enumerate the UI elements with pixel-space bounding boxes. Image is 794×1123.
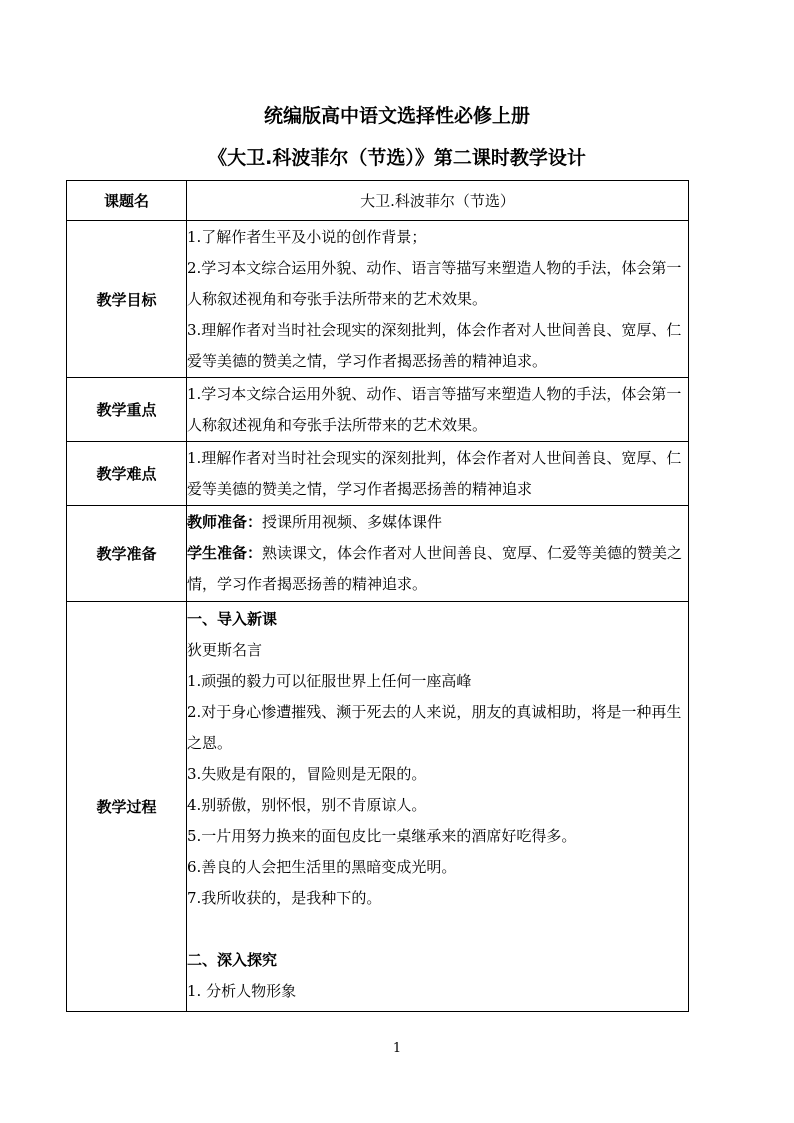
quote-item: 7.我所收获的，是我种下的。 — [187, 889, 382, 907]
preparation-label: 教学准备 — [67, 506, 187, 602]
quote-source: 狄更斯名言 — [187, 641, 263, 659]
goal-item: 1.了解作者生平及小说的创作背景； — [187, 227, 427, 246]
quote-item: 6.善良的人会把生活里的黑暗变成光明。 — [187, 858, 457, 876]
topic-value: 大卫.科波菲尔（节选） — [187, 181, 689, 221]
topic-label: 课题名 — [67, 181, 187, 221]
teacher-prep-label: 教师准备： — [187, 513, 263, 531]
quote-item: 2.对于身心惨遭摧残、濒于死去的人来说，朋友的真诚相助，将是一种再生之恩。 — [187, 703, 682, 752]
document-title-line2: 《大卫.科波菲尔（节选）》第二课时教学设计 — [208, 147, 586, 169]
table-row-goals — [67, 221, 689, 378]
table-row-topic — [67, 181, 689, 221]
process-content — [187, 602, 689, 1012]
student-prep-text: 熟读课文，体会作者对人世间善良、宽厚、仁爱等美德的赞美之情，学习作者揭恶扬善的精神追求。 — [187, 544, 683, 593]
key-points-label: 教学重点 — [67, 378, 187, 442]
goal-item: 2.学习本文综合运用外貌、动作、语言等描写来塑造人物的手法，体会第一人称叙述视角和夸张手法所带来的艺术效果。 — [187, 258, 682, 308]
lesson-plan-table — [66, 180, 689, 1012]
document-title-line1: 统编版高中语文选择性必修上册 — [263, 105, 530, 127]
table-row-difficulties — [67, 442, 689, 506]
key-point-item: 1.学习本文综合运用外貌、动作、语言等描写来塑造人物的手法，体会第一人称叙述视角和夸张手法所带来的艺术效果。 — [187, 384, 682, 434]
quote-item: 1.顽强的毅力可以征服世界上任何一座高峰 — [187, 672, 472, 690]
student-prep-label: 学生准备： — [187, 544, 263, 562]
section2-item: 1. 分析人物形象 — [187, 982, 297, 1000]
table-row-preparation — [67, 506, 689, 602]
key-points-content — [187, 378, 689, 442]
difficulty-item: 1.理解作者对当时社会现实的深刻批判，体会作者对人世间善良、宽厚、仁爱等美德的赞美之情，学习作者揭恶扬善的精神追求 — [187, 448, 682, 498]
table-row-process — [67, 602, 689, 1012]
section2-heading: 二、深入探究 — [187, 951, 278, 969]
goal-item: 3.理解作者对当时社会现实的深刻批判，体会作者对人世间善良、宽厚、仁爱等美德的赞美之情，学习作者揭恶扬善的精神追求。 — [187, 320, 682, 370]
teacher-prep — [187, 507, 688, 538]
goals-content — [187, 221, 689, 378]
table-row-key-points — [67, 378, 689, 442]
blank-line — [187, 914, 688, 945]
student-prep — [187, 538, 688, 600]
difficulties-label: 教学难点 — [67, 442, 187, 506]
preparation-content — [187, 506, 689, 602]
page-number: 1 — [392, 1041, 402, 1056]
quote-item: 4.别骄傲，别怀恨，别不肯原谅人。 — [187, 796, 427, 814]
teacher-prep-text: 授课所用视频、多媒体课件 — [262, 513, 443, 531]
process-label: 教学过程 — [67, 602, 187, 1012]
difficulties-content — [187, 442, 689, 506]
quote-item: 3.失败是有限的，冒险则是无限的。 — [187, 765, 427, 783]
section1-heading: 一、导入新课 — [187, 610, 278, 628]
goals-label: 教学目标 — [67, 221, 187, 378]
quote-item: 5.一片用努力换来的面包皮比一桌继承来的酒席好吃得多。 — [187, 827, 577, 845]
